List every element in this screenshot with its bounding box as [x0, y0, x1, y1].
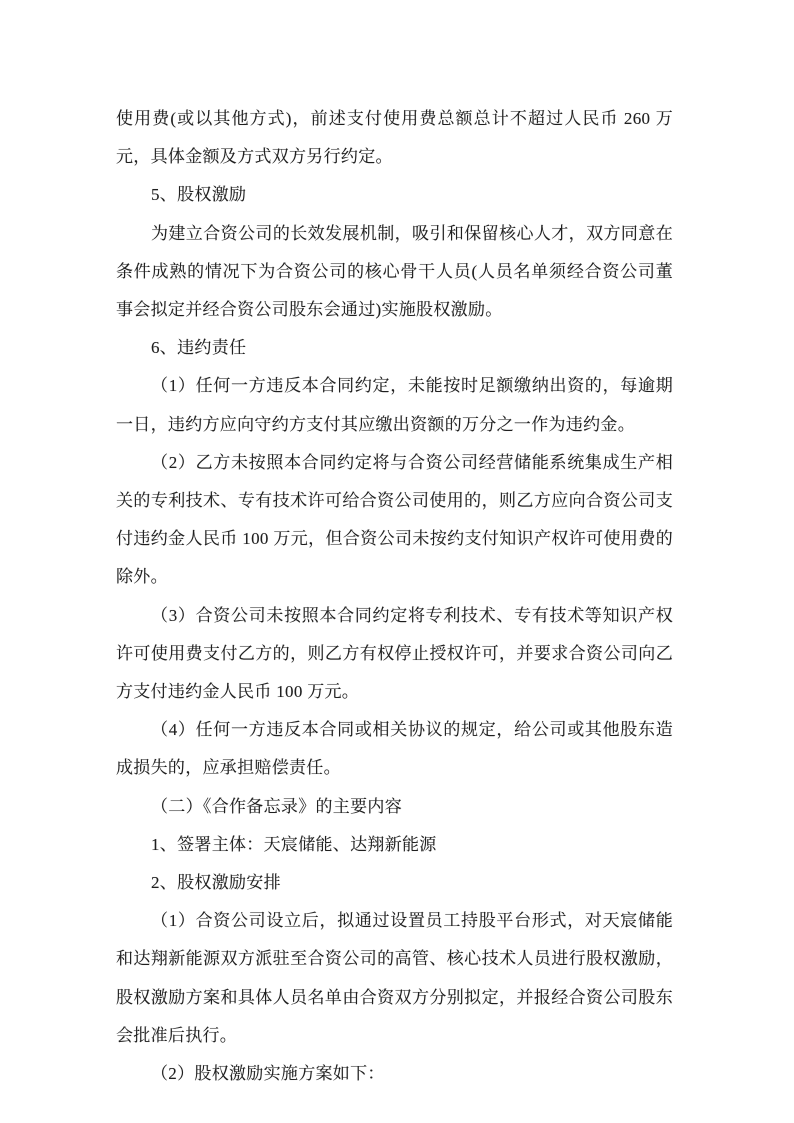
paragraph-clause-5-body: 为建立合资公司的长效发展机制，吸引和保留核心人才，双方同意在条件成熟的情况下为合资公司的核心骨干人员(人员名单须经合资公司董事会拟定并经合资公司股东会通过)实施股权激励。: [116, 223, 673, 320]
heading-memo-equity-incentive-arrangement: 2、股权激励安排: [151, 873, 281, 893]
heading-section-2-memorandum: （二）《合作备忘录》的主要内容: [151, 796, 402, 816]
heading-clause-5-equity-incentive: 5、股权激励: [151, 185, 247, 205]
paragraph-clause-6-item-4: （4）任何一方违反本合同或相关协议的规定，给公司或其他股东造成损失的，应承担赔偿责任。: [116, 720, 673, 778]
paragraph-clause-6-item-1: （1）任何一方违反本合同约定，未能按时足额缴纳出资的，每逾期一日，违约方应向守约方支付其应缴出资额的万分之一作为违约金。: [116, 376, 673, 434]
paragraph-clause-6-item-3: （3）合资公司未按照本合同约定将专利技术、专有技术等知识产权许可使用费支付乙方的，则乙方有权停止授权许可，并要求合资公司向乙方支付违约金人民币 100 万元。: [116, 605, 673, 702]
document-content: [116, 100, 673, 1093]
paragraph-memo-incentive-sub-2: （2）股权激励实施方案如下：: [151, 1064, 385, 1084]
paragraph-memo-signing-parties: 1、签署主体：天宸储能、达翔新能源: [151, 834, 437, 854]
paragraph-clause-6-item-2: （2）乙方未按照本合同约定将与合资公司经营储能系统集成生产相关的专利技术、专有技术许可给合资公司使用的，则乙方应向合资公司支付违约金人民币 100 万元，但合资公司未按约支付知识产权许可使用费的除外。: [116, 452, 673, 587]
paragraph-memo-incentive-sub-1: （1）合资公司设立后，拟通过设置员工持股平台形式，对天宸储能和达翔新能源双方派驻至合资公司的高管、核心技术人员进行股权激励，股权激励方案和具体人员名单由合资双方分别拟定，并报经合资公司股东会批准后执行。: [116, 911, 673, 1045]
heading-clause-6-breach-liability: 6、违约责任: [151, 338, 247, 358]
paragraph-royalty-fee-continuation: 使用费(或以其他方式)，前述支付使用费总额总计不超过人民币 260 万元，具体金额及方式双方另行约定。: [116, 109, 673, 167]
